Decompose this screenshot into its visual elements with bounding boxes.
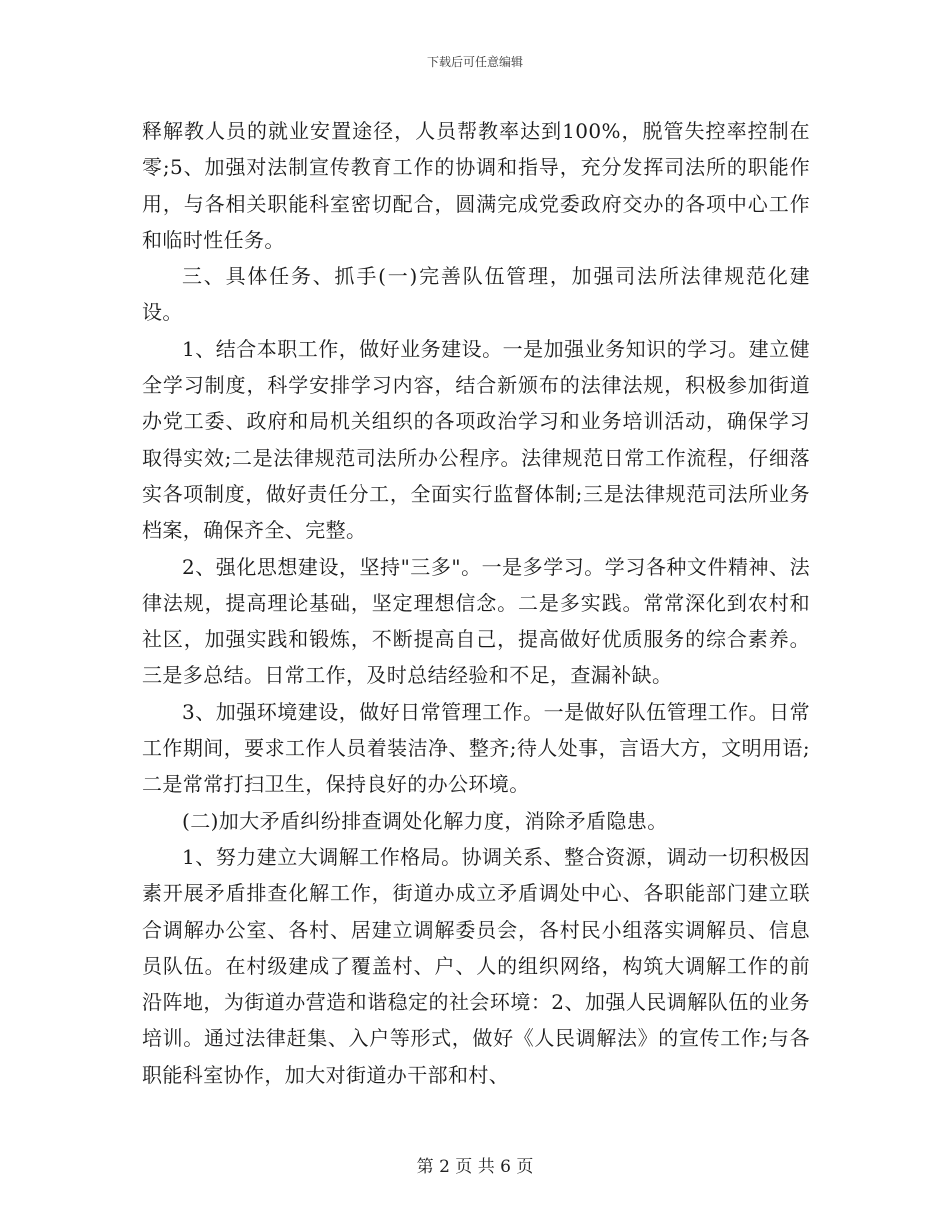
paragraph-environment-building: 3、加强环境建设，做好日常管理工作。一是做好队伍管理工作。日常工作期间，要求工作人员着装洁净、整齐;待人处事，言语大方，文明用语;二是常常打扫卫生，保持良好的办公环境。 (142, 699, 810, 797)
page-header: 下载后可任意编辑 (426, 55, 523, 69)
page-number-footer: 第 2 页 共 6 页 (416, 1157, 534, 1177)
subsection-heading-paragraph: (二)加大矛盾纠纷排查调处化解力度，消除矛盾隐患。 (182, 808, 668, 833)
paragraph-ideology-building: 2、强化思想建设，坚持"三多"。一是多学习。学习各种文件精神、法律法规，提高理论基础，坚定理想信念。二是多实践。常常深化到农村和社区，加强实践和锻炼，不断提高自己，提高做好优质服务的综合素养。三是多总结。日常工作，及时总结经验和不足，查漏补缺。 (142, 554, 810, 688)
paragraph-business-building: 1、结合本职工作，做好业务建设。一是加强业务知识的学习。建立健全学习制度，科学安排学习内容，结合新颁布的法律法规，积极参加街道办党工委、政府和局机关组织的各项政治学习和业务培训活动，确保学习取得实效;二是法律规范司法所办公程序。法律规范日常工作流程，仔细落实各项制度，做好责任分工，全面实行监督体制;三是法律规范司法所业务档案，确保齐全、完整。 (142, 336, 810, 543)
document-body (142, 113, 810, 1093)
paragraph-continuation: 释解教人员的就业安置途径，人员帮教率达到100%，脱管失控率控制在零;5、加强对法制宣传教育工作的协调和指导，充分发挥司法所的职能作用，与各相关职能科室密切配合，圆满完成党委政府交办的各项中心工作和临时性任务。 (142, 119, 810, 252)
section-heading-paragraph: 三、具体任务、抓手(一)完善队伍管理，加强司法所法律规范化建设。 (142, 264, 810, 325)
paragraph-mediation-pattern: 1、努力建立大调解工作格局。协调关系、整合资源，调动一切积极因素开展矛盾排查化解工作，街道办成立矛盾调处中心、各职能部门建立联合调解办公室、各村、居建立调解委员会，各村民小组落实调解员、信息员队伍。在村级建成了覆盖村、户、人的组织网络，构筑大调解工作的前沿阵地，为街道办营造和谐稳定的社会环境：2、加强人民调解队伍的业务培训。通过法律赶集、入户等形式，做好《人民调解法》的宣传工作;与各职能科室协作，加大对街道办干部和村、 (142, 844, 810, 1087)
